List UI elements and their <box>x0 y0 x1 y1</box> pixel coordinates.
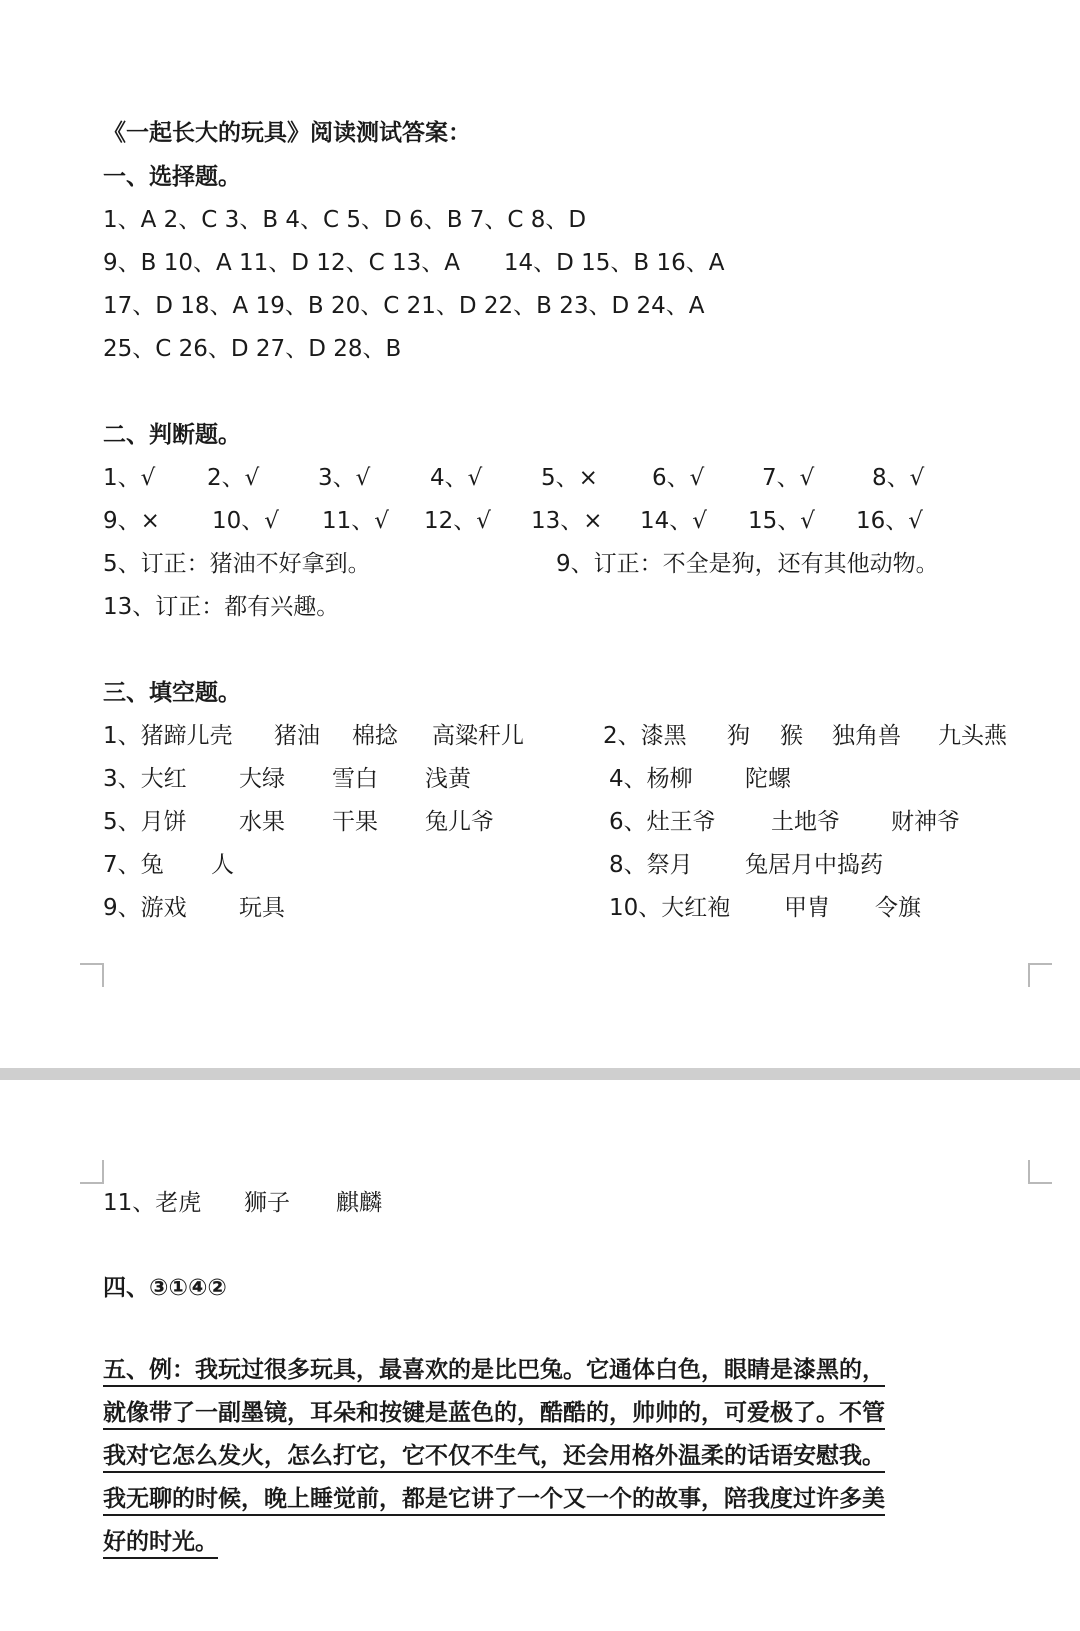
fill-item: 9、游戏 <box>103 895 187 921</box>
judgment-item: 8、√ <box>872 465 925 491</box>
fill-item: 水果 <box>239 809 285 835</box>
fill-item: 人 <box>211 852 234 878</box>
judgment-item: 10、√ <box>212 508 279 534</box>
fill-item: 7、兔 <box>103 852 164 878</box>
fill-item: 麒麟 <box>336 1190 382 1216</box>
section4-answer: 四、③①④② <box>103 1275 227 1301</box>
fill-item: 兔居月中捣药 <box>745 852 883 878</box>
essay-line: 我对它怎么发火，怎么打它，它不仅不生气，还会用格外温柔的话语安慰我。 <box>103 1441 1003 1484</box>
fill-item: 大绿 <box>239 766 285 792</box>
fill-item: 5、月饼 <box>103 809 187 835</box>
fill-item: 8、祭月 <box>609 852 693 878</box>
fill-item: 陀螺 <box>745 766 791 792</box>
fill-item: 狗 <box>727 723 750 749</box>
fill-item: 令旗 <box>875 895 921 921</box>
page-separator <box>0 1068 1080 1080</box>
page-corner-mark <box>80 963 104 987</box>
judgment-item: 14、√ <box>640 508 707 534</box>
judgment-item: 7、√ <box>762 465 815 491</box>
section1-heading: 一、选择题。 <box>103 164 241 190</box>
judgment-item: 5、× <box>541 465 598 491</box>
choice-answers-row: 25、C 26、D 27、D 28、B <box>103 336 402 362</box>
fill-item: 3、大红 <box>103 766 187 792</box>
page-corner-mark <box>1028 1160 1052 1184</box>
page-corner-mark <box>80 1160 104 1184</box>
choice-answers-row: 1、A 2、C 3、B 4、C 5、D 6、B 7、C 8、D <box>103 207 587 233</box>
essay-line: 我无聊的时候，晚上睡觉前，都是它讲了一个又一个的故事，陪我度过许多美 <box>103 1484 1003 1527</box>
judgment-item: 16、√ <box>856 508 923 534</box>
fill-item: 干果 <box>332 809 378 835</box>
correction-text: 9、订正：不全是狗，还有其他动物。 <box>556 551 939 577</box>
fill-item: 10、大红袍 <box>609 895 731 921</box>
fill-item: 兔儿爷 <box>425 809 494 835</box>
section5-essay <box>103 1355 1003 1570</box>
essay-line: 好的时光。 <box>103 1527 1003 1570</box>
fill-item: 九头燕 <box>938 723 1007 749</box>
fill-item: 猪油 <box>274 723 320 749</box>
judgment-item: 15、√ <box>748 508 815 534</box>
correction-text: 13、订正：都有兴趣。 <box>103 594 340 620</box>
correction-text: 5、订正：猪油不好拿到。 <box>103 551 371 577</box>
judgment-item: 1、√ <box>103 465 156 491</box>
judgment-item: 13、× <box>531 508 603 534</box>
fill-item: 11、老虎 <box>103 1190 202 1216</box>
fill-item: 6、灶王爷 <box>609 809 716 835</box>
fill-item: 猴 <box>780 723 803 749</box>
choice-answers-row: 17、D 18、A 19、B 20、C 21、D 22、B 23、D 24、A <box>103 293 705 319</box>
fill-item: 4、杨柳 <box>609 766 693 792</box>
fill-item: 甲胄 <box>784 895 830 921</box>
section3-heading: 三、填空题。 <box>103 680 241 706</box>
section2-heading: 二、判断题。 <box>103 422 241 448</box>
judgment-item: 4、√ <box>430 465 483 491</box>
essay-line: 五、例：我玩过很多玩具，最喜欢的是比巴兔。它通体白色，眼睛是漆黑的， <box>103 1355 1003 1398</box>
fill-item: 浅黄 <box>425 766 471 792</box>
fill-item: 高粱秆儿 <box>432 723 524 749</box>
judgment-item: 12、√ <box>424 508 491 534</box>
fill-item: 雪白 <box>332 766 378 792</box>
fill-item: 2、漆黑 <box>603 723 687 749</box>
fill-item: 玩具 <box>239 895 285 921</box>
document-title: 《一起长大的玩具》阅读测试答案： <box>103 120 471 146</box>
choice-answers-row: 9、B 10、A 11、D 12、C 13、A 14、D 15、B 16、A <box>103 250 725 276</box>
judgment-item: 11、√ <box>322 508 389 534</box>
fill-item: 土地爷 <box>771 809 840 835</box>
page-corner-mark <box>1028 963 1052 987</box>
fill-item: 狮子 <box>244 1190 290 1216</box>
fill-item: 棉捻 <box>352 723 398 749</box>
judgment-item: 9、× <box>103 508 160 534</box>
judgment-item: 3、√ <box>318 465 371 491</box>
judgment-item: 6、√ <box>652 465 705 491</box>
fill-item: 1、猪蹄儿壳 <box>103 723 233 749</box>
fill-item: 独角兽 <box>832 723 901 749</box>
fill-item: 财神爷 <box>891 809 960 835</box>
essay-line: 就像带了一副墨镜，耳朵和按键是蓝色的，酷酷的，帅帅的，可爱极了。不管 <box>103 1398 1003 1441</box>
judgment-item: 2、√ <box>207 465 260 491</box>
